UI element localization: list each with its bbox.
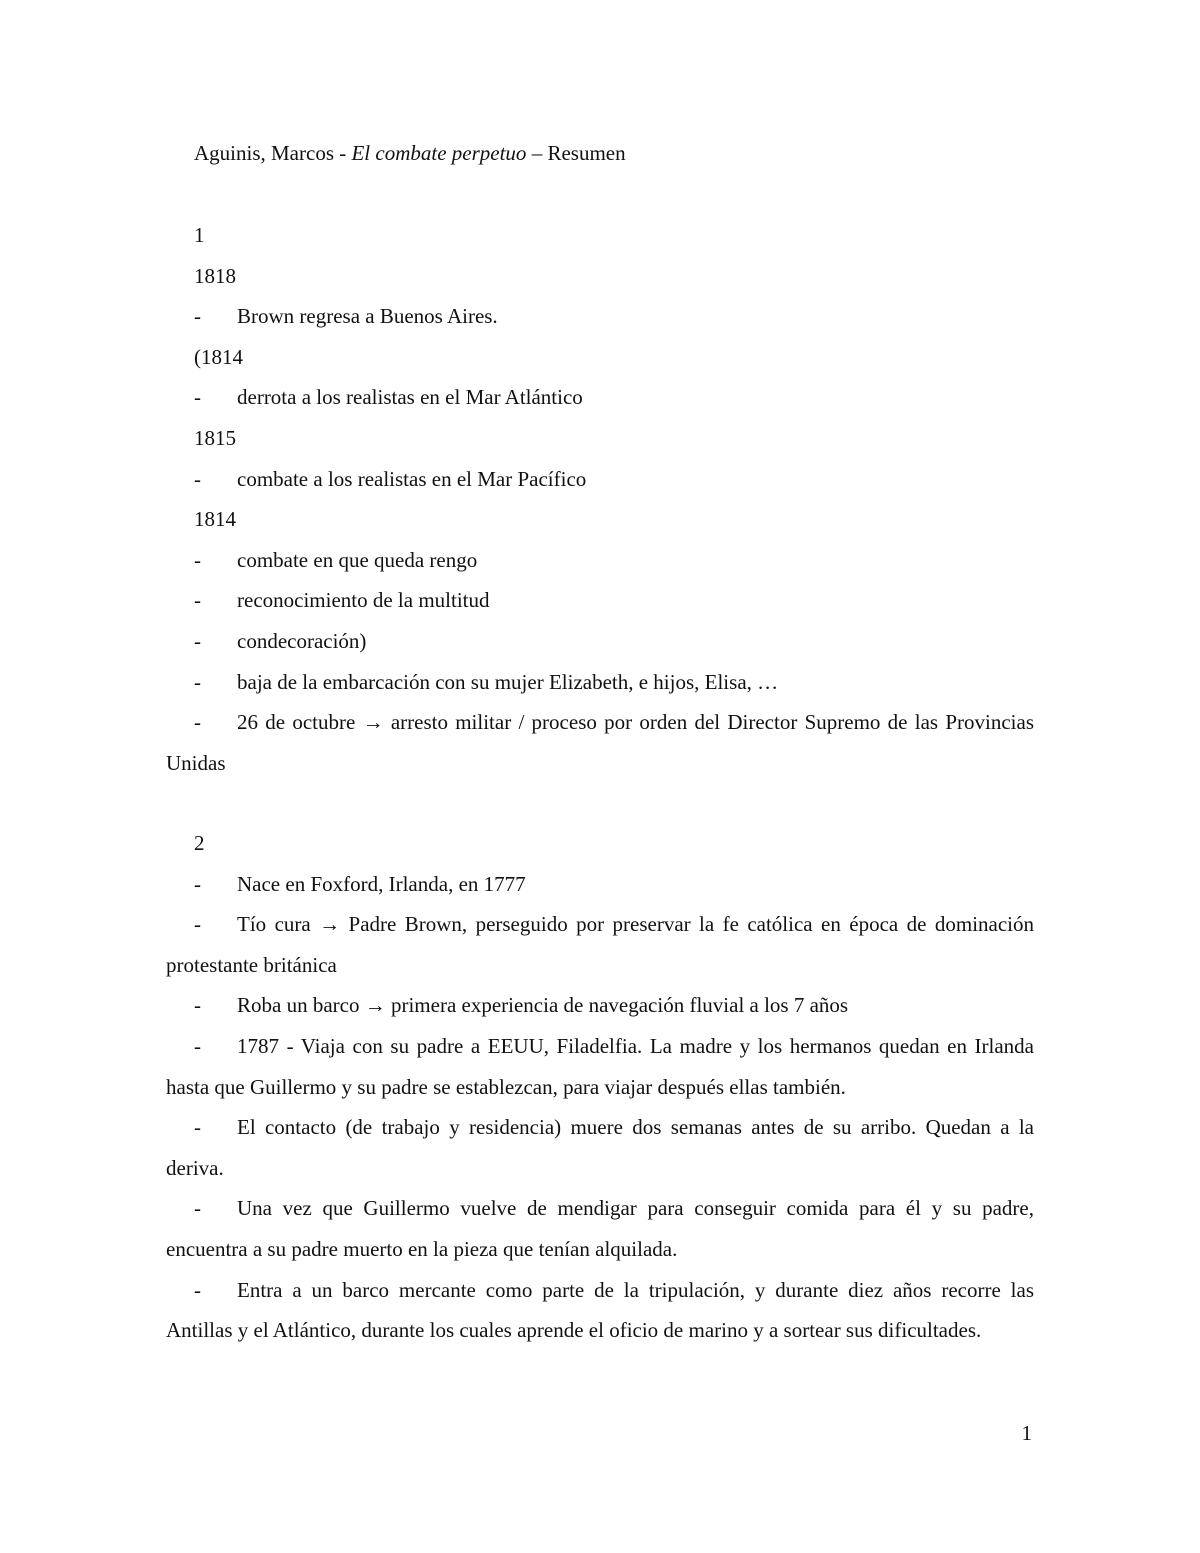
list-item-text: El contacto (de trabajo y residencia) muere dos semanas antes de su arribo. Quedan a la deriva. xyxy=(166,1115,1034,1180)
list-item xyxy=(166,662,1034,703)
list-item xyxy=(166,864,1034,905)
bullet-dash: - xyxy=(194,710,201,735)
bullet-dash: - xyxy=(194,588,201,613)
bullet-dash: - xyxy=(194,466,201,491)
section-number: 2 xyxy=(194,831,205,855)
list-item xyxy=(166,1107,1034,1188)
page-number: 1 xyxy=(1021,1421,1032,1445)
bullet-dash: - xyxy=(194,1033,201,1058)
list-item-text: 1787 - Viaja con su padre a EEUU, Filadelfia. La madre y los hermanos quedan en Irlanda hasta que Guillermo y su padre se establezcan, para viajar después ellas también. xyxy=(166,1033,1034,1099)
title-author: Aguinis, Marcos - xyxy=(194,141,352,165)
bullet-dash: - xyxy=(194,304,201,329)
list-item xyxy=(166,702,1034,783)
list-item-text: Entra a un barco mercante como parte de la tripulación, y durante diez años recorre las Antillas y el Atlántico, durante los cuales aprende el oficio de marino y a sortear sus dificultades. xyxy=(166,1277,1034,1343)
bullet-dash: - xyxy=(194,385,201,410)
list-item xyxy=(166,1188,1034,1269)
list-item-text: baja de la embarcación con su mujer Elizabeth, e hijos, Elisa, … xyxy=(237,669,779,694)
list-item-text: Tío cura → Padre Brown, perseguido por preservar la fe católica en época de dominación protestante británica xyxy=(166,912,1034,977)
year-line: 1818 xyxy=(194,263,236,288)
list-item xyxy=(166,540,1034,581)
bullet-dash: - xyxy=(194,1115,201,1140)
list-item-text: Nace en Foxford, Irlanda, en 1777 xyxy=(237,871,526,896)
list-item-text: combate en que queda rengo xyxy=(237,547,478,572)
list-item xyxy=(166,459,1034,500)
list-item-text: Brown regresa a Buenos Aires. xyxy=(237,304,498,329)
section-1 xyxy=(166,215,1034,783)
bullet-dash: - xyxy=(194,871,201,896)
section-1-lines xyxy=(166,256,1034,784)
list-item xyxy=(166,580,1034,621)
bullet-dash: - xyxy=(194,1277,201,1302)
list-item xyxy=(166,621,1034,662)
year-line: 1814 xyxy=(194,507,236,532)
document-title xyxy=(194,138,626,168)
list-item-text: condecoración) xyxy=(237,628,367,653)
list-item xyxy=(166,1270,1034,1351)
list-item xyxy=(166,296,1034,337)
list-item-text: reconocimiento de la multitud xyxy=(237,588,490,613)
year-line: (1814 xyxy=(194,344,243,369)
list-item xyxy=(166,377,1034,418)
section-2-lines xyxy=(166,864,1034,1351)
bullet-dash: - xyxy=(194,669,201,694)
list-item-text: Roba un barco → primera experiencia de navegación fluvial a los 7 años xyxy=(237,993,849,1018)
bullet-dash: - xyxy=(194,1196,201,1221)
list-item xyxy=(166,985,1034,1026)
title-book: El combate perpetuo xyxy=(351,141,527,165)
list-item-text: combate a los realistas en el Mar Pacífico xyxy=(237,466,587,491)
section-2 xyxy=(166,823,1034,1351)
list-item-text: derrota a los realistas en el Mar Atlántico xyxy=(237,385,583,410)
list-item xyxy=(166,904,1034,985)
bullet-dash: - xyxy=(194,912,201,937)
list-item xyxy=(166,1026,1034,1107)
section-number: 1 xyxy=(194,223,205,247)
year-line: 1815 xyxy=(194,425,236,450)
bullet-dash: - xyxy=(194,547,201,572)
list-item-text: 26 de octubre → arresto militar / proceso por orden del Director Supremo de las Provincias Unidas xyxy=(166,710,1034,775)
bullet-dash: - xyxy=(194,628,201,653)
title-suffix: – Resumen xyxy=(526,141,626,165)
bullet-dash: - xyxy=(194,993,201,1018)
list-item-text: Una vez que Guillermo vuelve de mendigar para conseguir comida para él y su padre, encuentra a su padre muerto en la pieza que tenían alquilada. xyxy=(166,1196,1034,1261)
